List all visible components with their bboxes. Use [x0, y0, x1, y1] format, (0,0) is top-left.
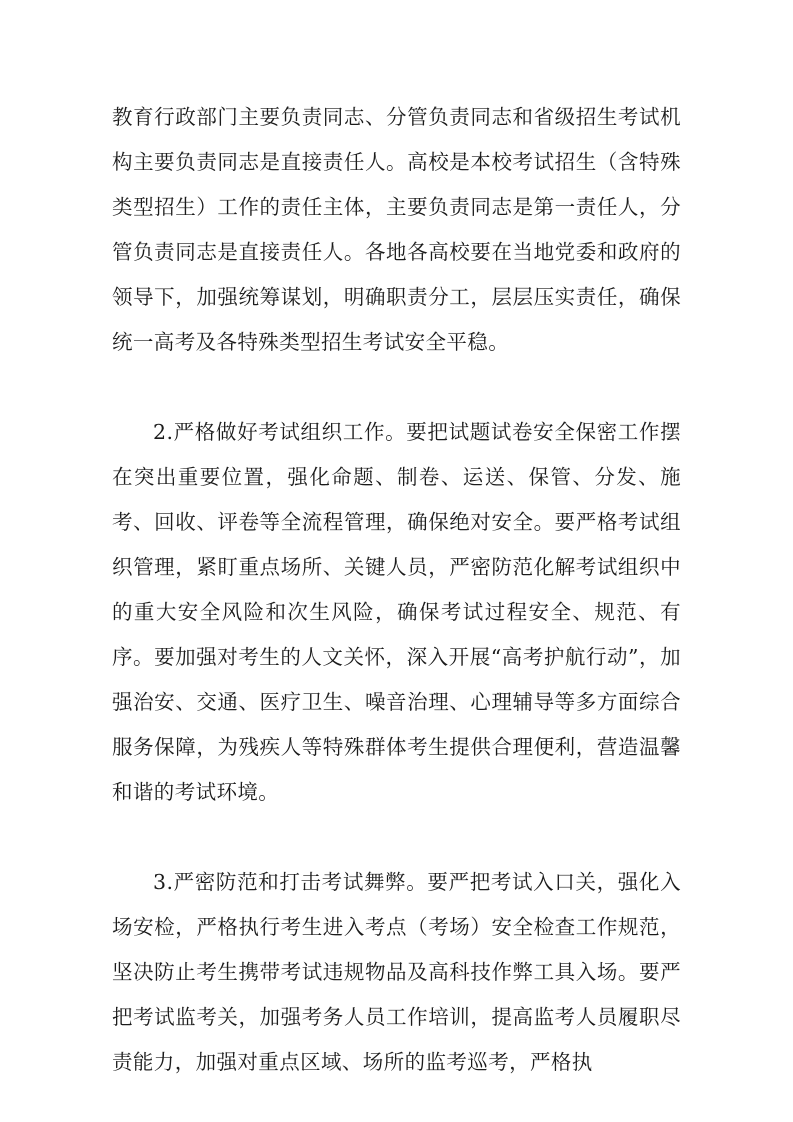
paragraph-3: 3.严密防范和打击考试舞弊。要严把考试入口关，强化入场安检，严格执行考生进入考点（考场）安全检查工作规范，坚决防止考生携带考试违规物品及高科技作弊工具入场。要严把考试监考关，加强考务人员工作培训，提高监考人员履职尽责能力，加强对重点区域、场所的监考巡考，严格执: [112, 870, 681, 1074]
paragraph-1: 教育行政部门主要负责同志、分管负责同志和省级招生考试机构主要负责同志是直接责任人。高校是本校考试招生（含特殊类型招生）工作的责任主体，主要负责同志是第一责任人，分管负责同志是直接责任人。各地各高校要在当地党委和政府的领导下，加强统筹谋划，明确职责分工，层层压实责任，确保统一高考及各特殊类型招生考试安全平稳。: [112, 105, 681, 354]
document-body: [112, 95, 681, 1085]
paragraph-2: 2.严格做好考试组织工作。要把试题试卷安全保密工作摆在突出重要位置，强化命题、制卷、运送、保管、分发、施考、回收、评卷等全流程管理，确保绝对安全。要严格考试组织管理，紧盯重点场所、关键人员，严密防范化解考试组织中的重大安全风险和次生风险，确保考试过程安全、规范、有序。要加强对考生的人文关怀，深入开展“高考护航行动”，加强治安、交通、医疗卫生、噪音治理、心理辅导等多方面综合服务保障，为残疾人等特殊群体考生提供合理便利，营造温馨和谐的考试环境。: [112, 420, 681, 804]
